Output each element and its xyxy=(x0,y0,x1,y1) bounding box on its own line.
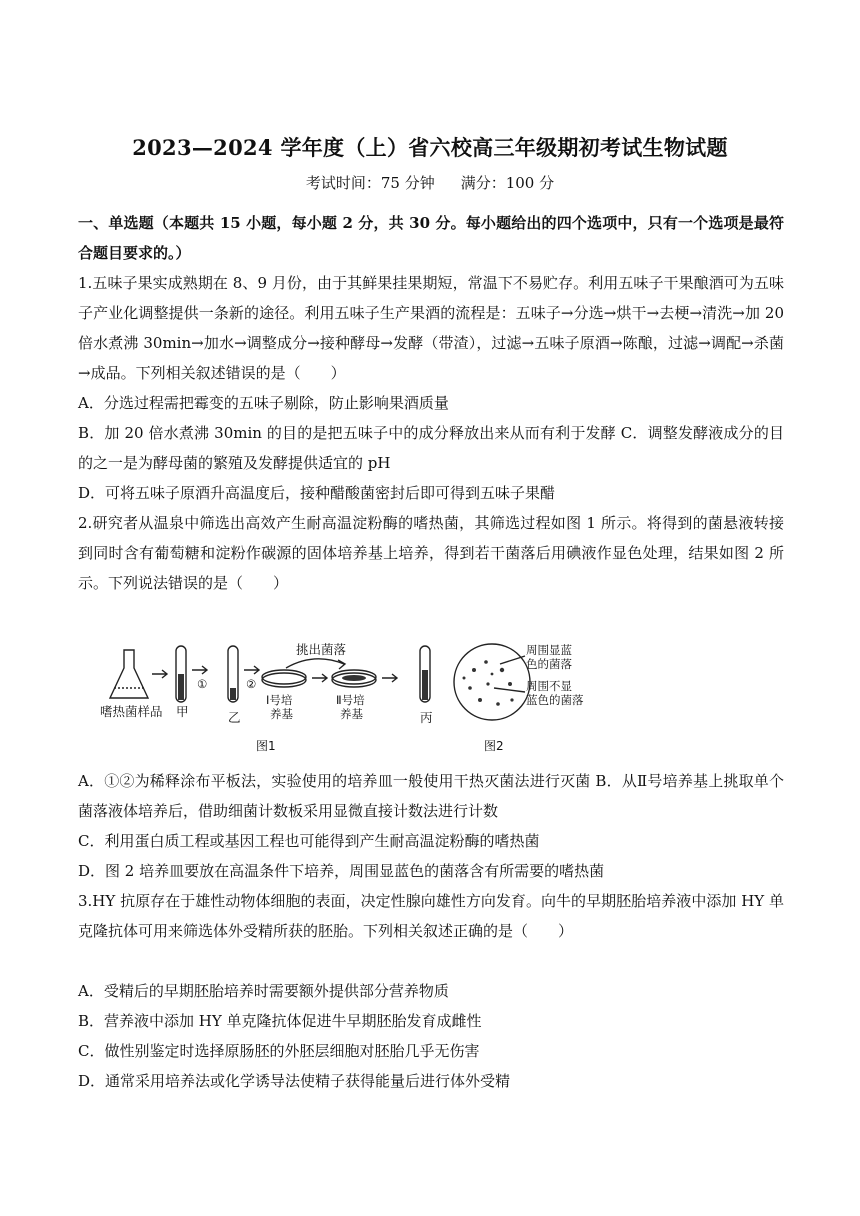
exam-info xyxy=(0,172,860,193)
fig-label-circle1: ① xyxy=(197,677,208,691)
fig-label-pick: 挑出菌落 xyxy=(296,642,347,657)
fig-label-jia: 甲 xyxy=(176,704,189,719)
q3-stem: 3.HY 抗原存在于雄性动物体细胞的表面，决定性腺向雄性方向发育。向牛的早期胚胎培养液中添加 HY 单克隆抗体可用来筛选体外受精所获的胚胎。下列相关叙述正确的是（ ） xyxy=(78,892,784,940)
fig-label-sample: 嗜热菌样品 xyxy=(100,704,163,719)
page-title: 2023—2024 学年度（上）省六校高三年级期初考试生物试题 xyxy=(132,135,728,160)
q1-option-d: D．可将五味子原酒升高温度后，接种醋酸菌密封后即可得到五味子果醋 xyxy=(78,484,556,502)
fig2-label-1a: 周围显蓝 xyxy=(526,643,572,657)
fig2-label-2a: 周围不显 xyxy=(526,679,572,693)
flask-icon xyxy=(110,650,148,698)
fig-label-plate1a: Ⅰ号培 xyxy=(266,693,293,707)
plate-fig2 xyxy=(454,644,530,720)
q3-option-b: B．营养液中添加 HY 单克隆抗体促进牛早期胚胎发育成雌性 xyxy=(78,1012,482,1030)
section-heading: 一、单选题（本题共 15 小题，每小题 2 分，共 30 分。每小题给出的四个选项中，只有一个选项是最符合题目要求的。） xyxy=(78,214,784,262)
fig2-label-2b: 蓝色的菌落 xyxy=(526,693,584,707)
plate-1 xyxy=(262,673,306,687)
q1-option-a: A．分选过程需把霉变的五味子剔除，防止影响果酒质量 xyxy=(78,394,449,412)
fig-caption-1: 图1 xyxy=(256,739,276,753)
fig-label-plate1b: 养基 xyxy=(270,707,293,721)
q1-stem: 1.五味子果实成熟期在 8、9 月份，由于其鲜果挂果期短，常温下不易贮存。利用五味子干果酿酒可为五味子产业化调整提供一条新的途径。利用五味子生产果酒的流程是：五味子→分选→烘干→去梗→清洗→加 20 倍水煮沸 30min→加水→调整成分→接种酵母→发酵（带渣），过滤→五味子原酒→陈酿，过滤→调配→杀菌→成品。下列相关叙述错误的是（ ） xyxy=(78,274,784,382)
q1-option-bc: B．加 20 倍水煮沸 30min 的目的是把五味子中的成分释放出来从而有利于发酵 C．调整发酵液成分的目的之一是为酵母菌的繁殖及发酵提供适宜的 pH xyxy=(78,424,784,472)
q3-option-c: C．做性别鉴定时选择原肠胚的外胚层细胞对胚胎几乎无伤害 xyxy=(78,1042,480,1060)
fig-label-plate2a: Ⅱ号培 xyxy=(336,693,365,707)
exam-time: 考试时间：75 分钟 xyxy=(305,174,435,192)
q3-option-d: D．通常采用培养法或化学诱导法使精子获得能量后进行体外受精 xyxy=(78,1072,511,1090)
fig-caption-2: 图2 xyxy=(484,739,504,753)
fig-label-circle2: ② xyxy=(246,677,257,691)
fig-label-yi: 乙 xyxy=(228,710,241,725)
q2-option-c: C．利用蛋白质工程或基因工程也可能得到产生耐高温淀粉酶的嗜热菌 xyxy=(78,832,540,850)
q2-stem: 2.研究者从温泉中筛选出高效产生耐高温淀粉酶的嗜热菌，其筛选过程如图 1 所示。将得到的菌悬液转接到同时含有葡萄糖和淀粉作碳源的固体培养基上培养，得到若干菌落后用碘液作显色处理，结果如图 2 所示。下列说法错误的是（ ） xyxy=(78,514,784,592)
fig2-label-1b: 色的菌落 xyxy=(526,657,572,671)
full-score: 满分：100 分 xyxy=(460,174,555,192)
q2-option-ab: A．①②为稀释涂布平板法，实验使用的培养皿一般使用干热灭菌法进行灭菌 B．从Ⅱ号培养基上挑取单个菌落液体培养后，借助细菌计数板采用显微直接计数法进行计数 xyxy=(78,772,784,820)
q3-option-a: A．受精后的早期胚胎培养时需要额外提供部分营养物质 xyxy=(78,982,449,1000)
fig-label-plate2b: 养基 xyxy=(340,707,363,721)
fig-label-bing: 丙 xyxy=(420,710,433,725)
q2-figure xyxy=(100,640,600,760)
q2-option-d: D．图 2 培养皿要放在高温条件下培养，周围显蓝色的菌落含有所需要的嗜热菌 xyxy=(78,862,605,880)
